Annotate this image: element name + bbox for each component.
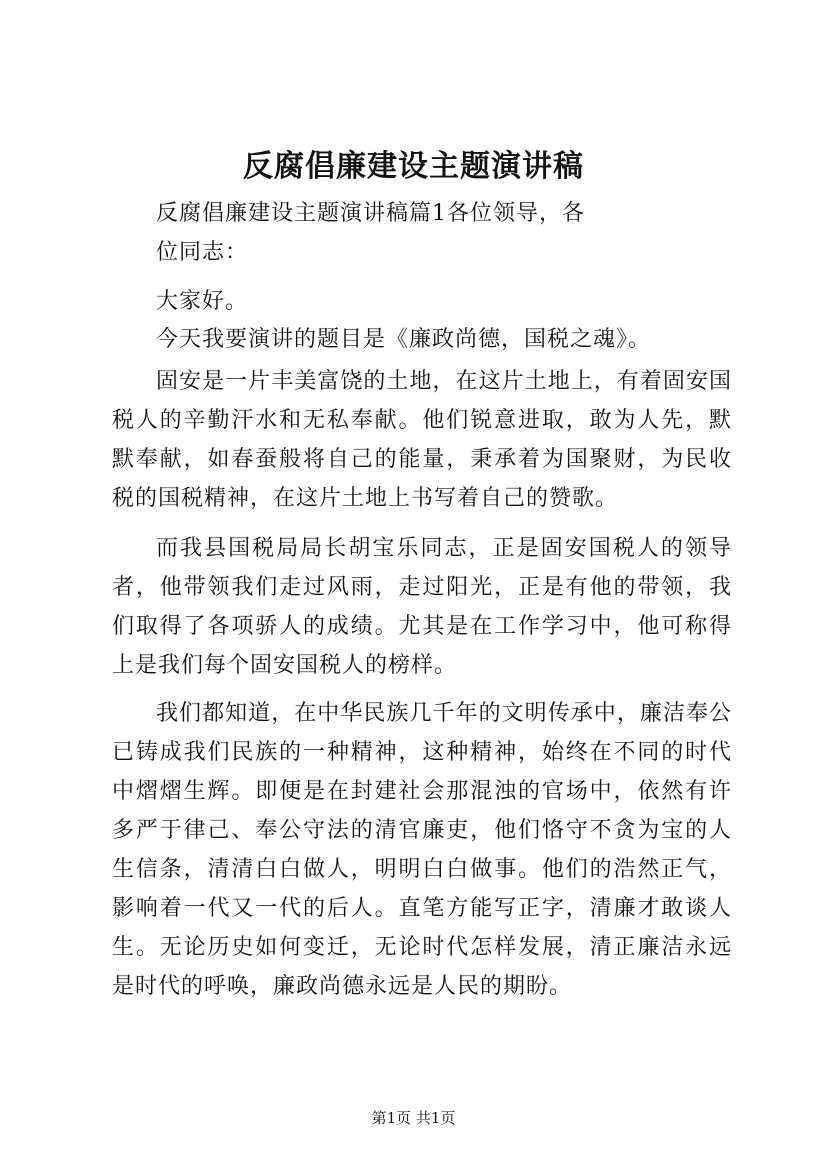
paragraph-integrity: 我们都知道，在中华民族几千年的文明传承中，廉洁奉公已铸成我们民族的一种精神，这种精神，始终在不同的时代中熠熠生辉。即便是在封建社会那混浊的官场中，依然有许多严于律己、奉公守法的清官廉吏，他们恪守不贪为宝的人生信条，清清白白做人，明明白白做事。他们的浩然正气，影响着一代又一代的后人。直笔方能写正字，清廉才敢谈人生。无论历史如何变迁，无论时代怎样发展，清正廉洁永远是时代的呼唤，廉政尚德永远是人民的期盼。 [112,701,732,999]
paragraph-gu-an: 固安是一片丰美富饶的土地，在这片土地上，有着固安国税人的辛勤汗水和无私奉献。他们锐意进取，敢为人先，默默奉献，如春蚕般将自己的能量，秉承着为国聚财，为民收税的国税精神，在这片土地上书写着自己的赞歌。 [112,369,732,511]
paragraph-leader: 而我县国税局局长胡宝乐同志，正是固安国税人的领导者，他带领我们走过风雨，走过阳光，正是有他的带领，我们取得了各项骄人的成绩。尤其是在工作学习中，他可称得上是我们每个固安国税人的榜样。 [112,536,732,678]
page-number: 第1页 共1页 [371,1109,456,1127]
document-title: 反腐倡廉建设主题演讲稿 [243,149,584,184]
paragraph-topic: 今天我要演讲的题目是《廉政尚德，国税之魂》。 [156,327,652,352]
paragraph-opening: 反腐倡廉建设主题演讲稿篇1各位领导，各位同志： [156,201,585,265]
paragraph-greeting: 大家好。 [156,289,249,314]
